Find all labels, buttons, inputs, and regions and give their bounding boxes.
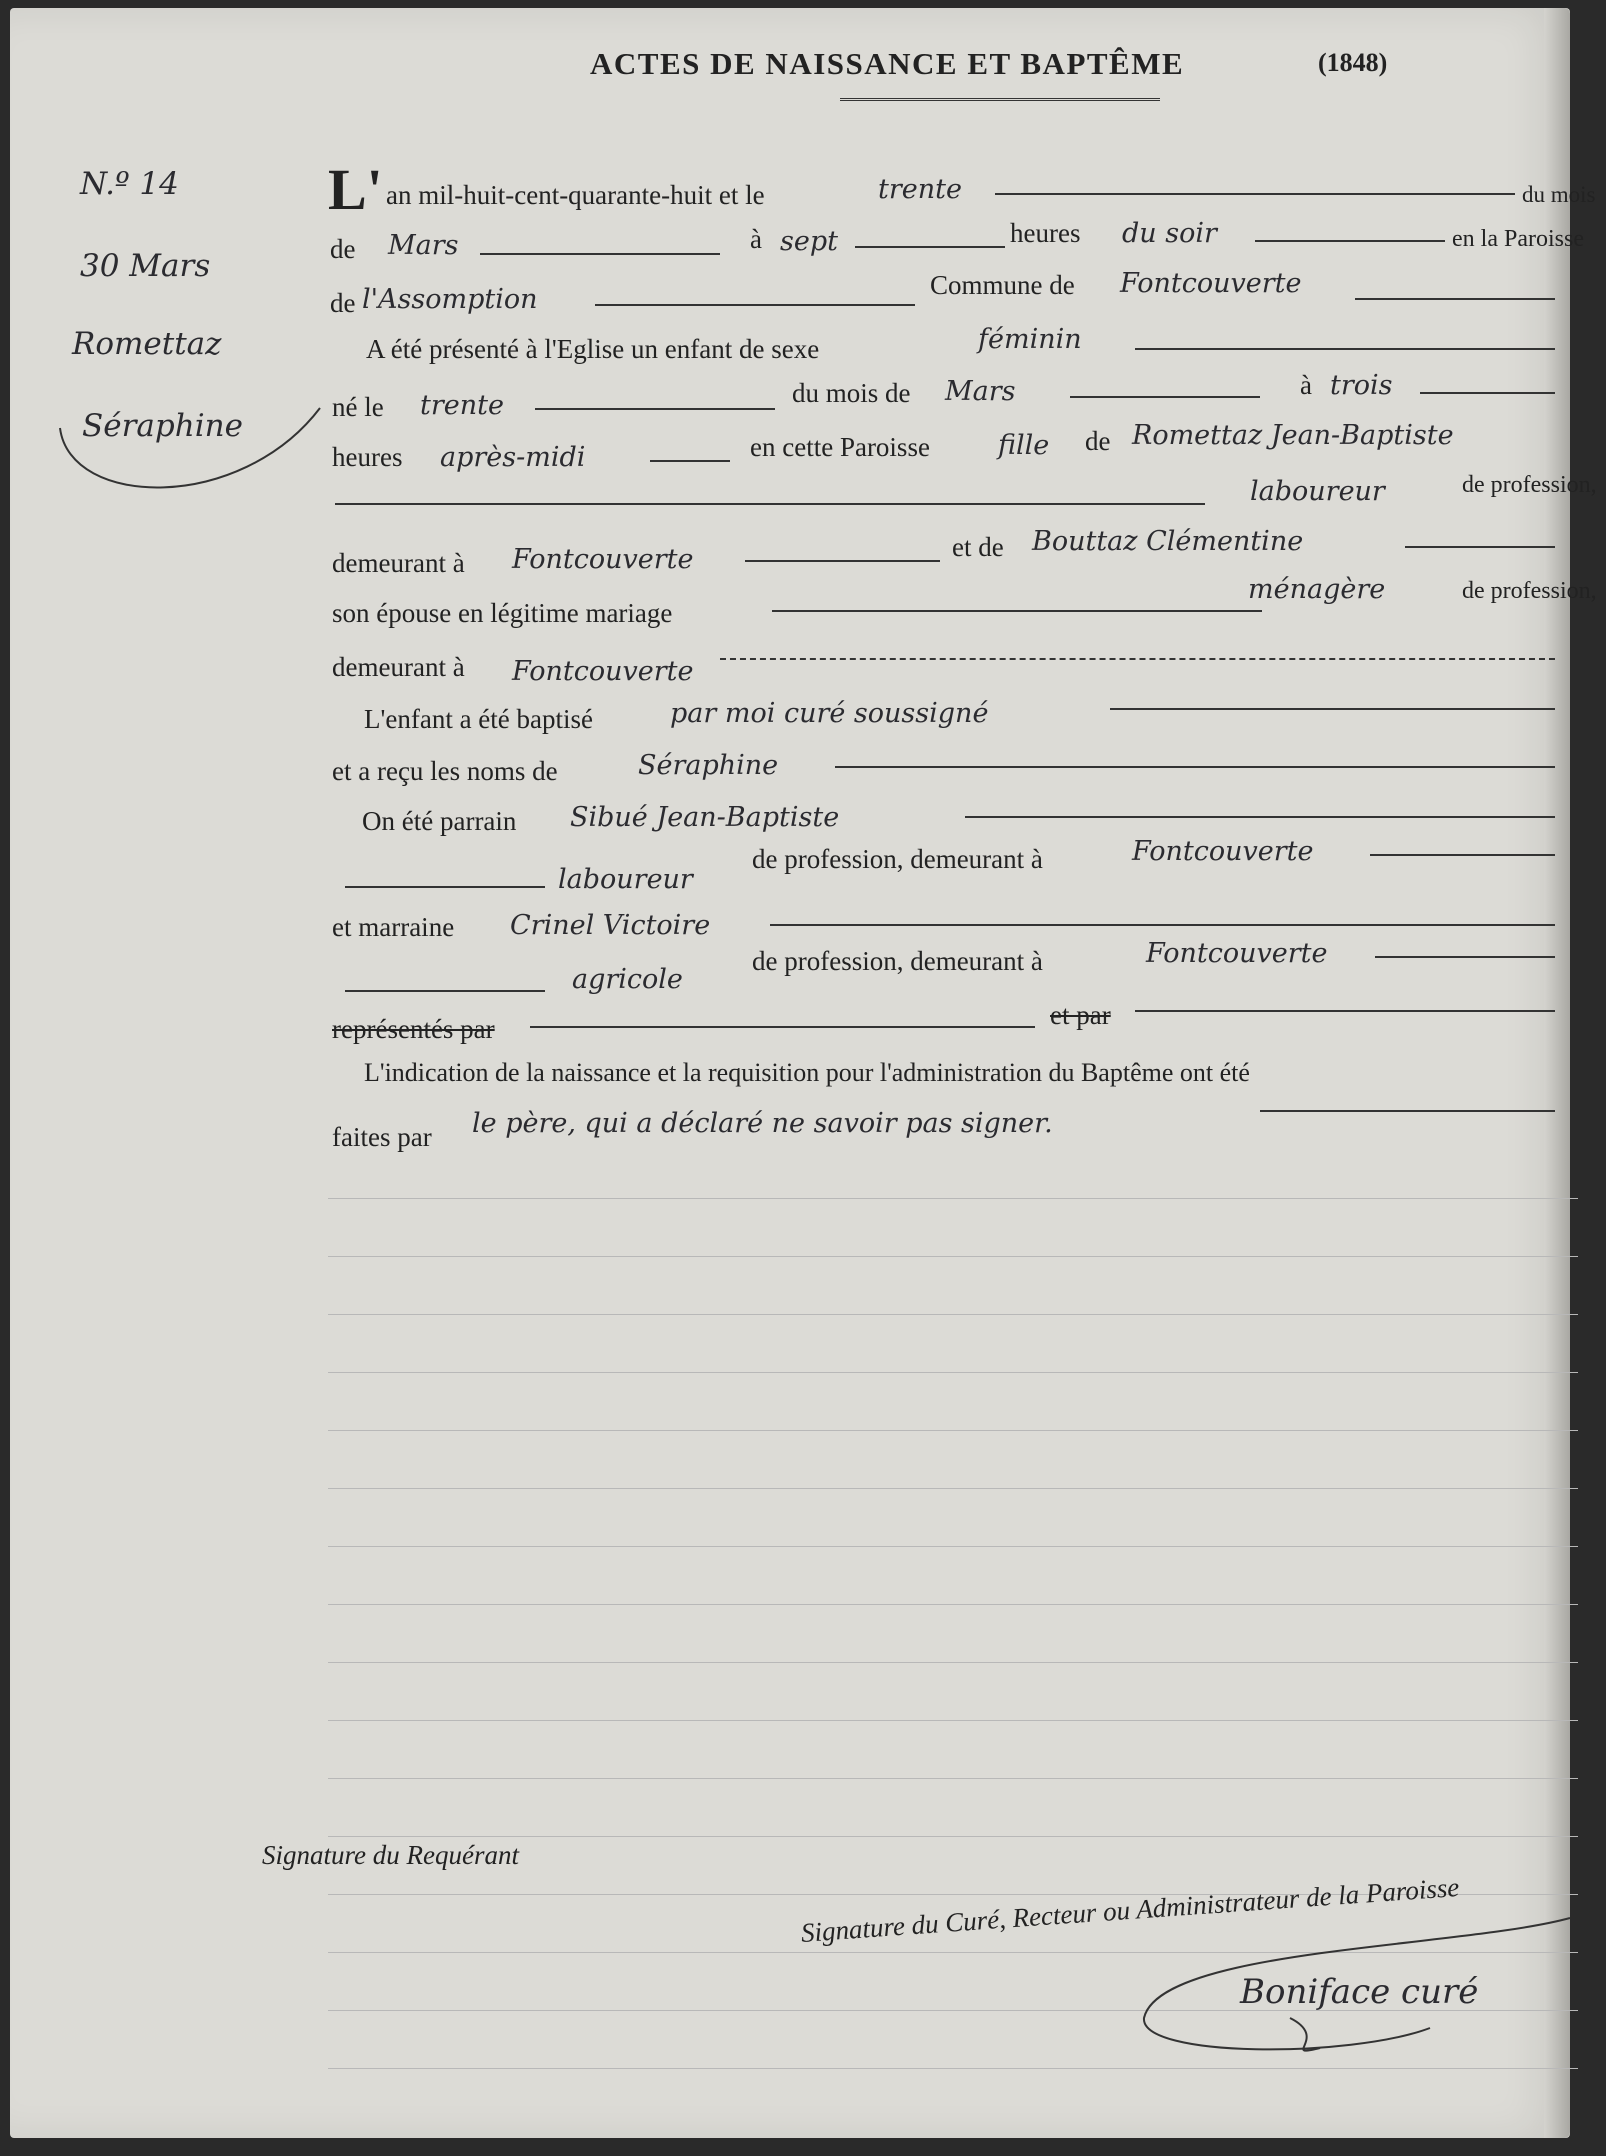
- line6-father: Romettaz Jean-Baptiste: [1132, 420, 1454, 451]
- line2-pre: de: [330, 234, 356, 264]
- fill-line: [995, 193, 1515, 195]
- ruled-line: [328, 1662, 1578, 1663]
- line10-place: Fontcouverte: [512, 656, 694, 687]
- fill-line: [745, 560, 940, 562]
- line9-profession: ménagère: [1248, 574, 1386, 605]
- fill-line: [1255, 240, 1445, 242]
- line2-month: Mars: [388, 230, 459, 261]
- line2-heures: heures: [1010, 218, 1081, 248]
- ruled-line: [328, 1720, 1578, 1721]
- line4-sex: féminin: [978, 324, 1082, 355]
- fill-line: [535, 408, 775, 410]
- line16-place: Fontcouverte: [1146, 938, 1328, 969]
- fill-line: [1135, 348, 1555, 350]
- margin-flourish: [50, 388, 330, 518]
- line5-pre: né le: [332, 392, 384, 422]
- cure-signature: Boniface curé: [1240, 1972, 1479, 2012]
- line17-mid: et par: [1050, 1000, 1111, 1030]
- line8-pre: demeurant à: [332, 548, 465, 578]
- line7-profession: laboureur: [1250, 476, 1385, 507]
- fill-line: [772, 610, 1262, 612]
- fill-line: [595, 304, 915, 306]
- header-year: (1848): [1318, 48, 1388, 77]
- line14-mid: de profession, demeurant à: [752, 844, 1043, 874]
- margin-given-name: Séraphine: [82, 408, 243, 444]
- ruled-line: [328, 1778, 1578, 1779]
- fill-line: [530, 1026, 1035, 1028]
- line19-pre: faites par: [332, 1122, 432, 1152]
- line5-mid: du mois de: [792, 378, 911, 408]
- line6-de: de: [1085, 426, 1111, 456]
- line4-text: A été présenté à l'Eglise un enfant de sexe: [366, 334, 820, 364]
- fill-line: [1260, 1110, 1555, 1112]
- line3-pre: de: [330, 288, 356, 318]
- line1-post: du mois: [1522, 182, 1596, 207]
- line14-place: Fontcouverte: [1132, 836, 1314, 867]
- ruled-line: [328, 1546, 1578, 1547]
- line2-period: du soir: [1122, 218, 1217, 249]
- line6-fille: fille: [998, 430, 1050, 461]
- line7-post: de profession,: [1462, 472, 1597, 498]
- line15-pre: et marraine: [332, 912, 455, 942]
- ruled-line: [328, 1836, 1578, 1837]
- fill-line: [650, 460, 730, 462]
- line3-parish: l'Assomption: [362, 284, 538, 315]
- header-title: ACTES DE NAISSANCE ET BAPTÊME: [590, 46, 1185, 81]
- page-fold: [1544, 8, 1570, 2138]
- line11-pre: L'enfant a été baptisé: [364, 704, 593, 734]
- ruled-line: [328, 1604, 1578, 1605]
- line6-pre: heures: [332, 442, 403, 472]
- fill-line: [1355, 298, 1555, 300]
- fill-line: [720, 658, 1555, 660]
- fill-line: [1110, 708, 1555, 710]
- line11-baptized-by: par moi curé soussigné: [670, 698, 989, 729]
- line17-pre: représentés par: [332, 1014, 495, 1044]
- fill-line: [345, 886, 545, 888]
- ruled-line: [328, 1256, 1578, 1257]
- line16-mid: de profession, demeurant à: [752, 946, 1043, 976]
- line16-profession: agricole: [572, 964, 683, 995]
- fill-line: [835, 766, 1555, 768]
- line18-text: L'indication de la naissance et la requisition pour l'administration du Baptême ont été: [364, 1058, 1250, 1087]
- fill-line: [1370, 854, 1555, 856]
- line1-text: an mil-huit-cent-quarante-huit et le: [386, 180, 765, 210]
- line5-day: trente: [420, 390, 504, 421]
- fill-line: [1135, 1010, 1555, 1012]
- line3-commune-label: Commune de: [930, 270, 1075, 300]
- fill-line: [1070, 396, 1260, 398]
- line13-pre: On été parrain: [362, 806, 517, 836]
- line12-names: Séraphine: [638, 750, 779, 781]
- line8-mother: Bouttaz Clémentine: [1032, 526, 1304, 557]
- line8-mid: et de: [952, 532, 1004, 562]
- line2-hour: sept: [780, 226, 838, 257]
- ruled-line: [328, 1430, 1578, 1431]
- margin-surname: Romettaz: [72, 326, 222, 362]
- fill-line: [1405, 546, 1555, 548]
- line2-post: en la Paroisse: [1452, 226, 1584, 252]
- line5-a: à: [1300, 370, 1312, 400]
- fill-line: [480, 253, 720, 255]
- fill-line: [770, 924, 1555, 926]
- line9-pre: son épouse en légitime mariage: [332, 598, 673, 628]
- margin-date: 30 Mars: [80, 248, 211, 284]
- fill-line: [335, 503, 1205, 505]
- line6-period: après-midi: [440, 442, 586, 473]
- dropcap: L': [328, 157, 383, 222]
- fill-line: [855, 246, 1005, 248]
- fill-line: [1375, 956, 1555, 958]
- line14-profession: laboureur: [558, 864, 693, 895]
- line1-day: trente: [878, 174, 962, 205]
- cure-signature-label: Signature du Curé, Recteur ou Administrateur de la Paroisse: [800, 1871, 1461, 1948]
- line19-declaration: le père, qui a déclaré ne savoir pas signer.: [472, 1108, 1053, 1139]
- ruled-line: [328, 1198, 1578, 1199]
- fill-line: [1420, 392, 1555, 394]
- line12-pre: et a reçu les noms de: [332, 756, 558, 786]
- ruled-line: [328, 1314, 1578, 1315]
- line3-commune: Fontcouverte: [1120, 268, 1302, 299]
- line10-pre: demeurant à: [332, 652, 465, 682]
- ruled-line: [328, 1488, 1578, 1489]
- header-underline: [840, 98, 1160, 101]
- signature-flourish: [1130, 1908, 1590, 2068]
- line2-a: à: [750, 224, 762, 254]
- fill-line: [345, 990, 545, 992]
- line6-mid: en cette Paroisse: [750, 432, 930, 462]
- ruled-line: [328, 2068, 1578, 2069]
- requerant-signature-label: Signature du Requérant: [262, 1840, 519, 1870]
- ruled-line: [328, 1372, 1578, 1373]
- margin-act-number: N.º 14: [80, 166, 179, 202]
- line9-post: de profession,: [1462, 578, 1597, 604]
- line5-month: Mars: [945, 376, 1016, 407]
- line8-place: Fontcouverte: [512, 544, 694, 575]
- register-page: [10, 8, 1597, 2138]
- line15-godmother: Crinel Victoire: [510, 910, 711, 941]
- fill-line: [965, 816, 1555, 818]
- line13-godfather: Sibué Jean-Baptiste: [570, 802, 840, 833]
- line5-hour: trois: [1330, 370, 1393, 401]
